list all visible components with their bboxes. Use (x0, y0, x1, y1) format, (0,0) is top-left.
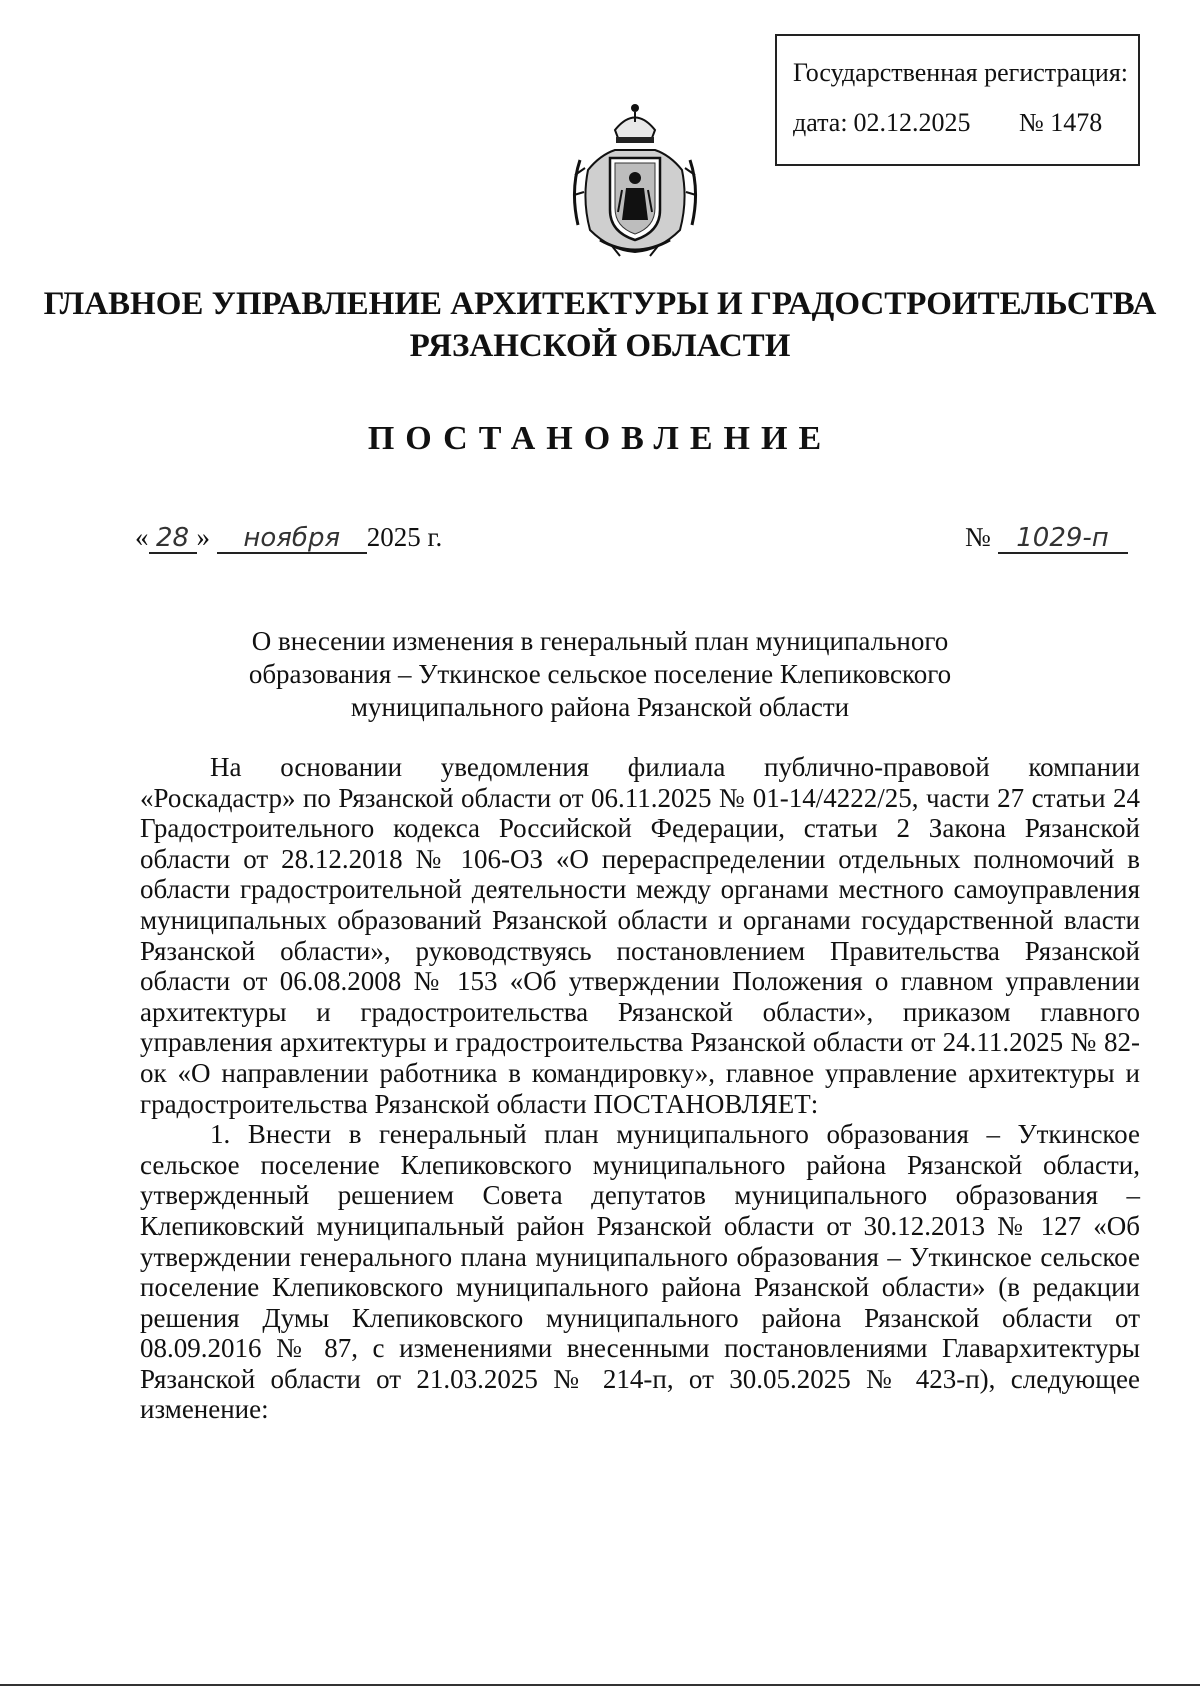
document-date (135, 522, 442, 554)
organization-name-line1: ГЛАВНОЕ УПРАВЛЕНИЕ АРХИТЕКТУРЫ И ГРАДОСТРОИТЕЛЬСТВА (43, 286, 1157, 322)
title-line1: О внесении изменения в генеральный план муниципального (251, 626, 949, 656)
document-number (965, 522, 1128, 554)
date-day: 28 (149, 524, 197, 554)
number-value: 1029-п (998, 524, 1128, 554)
title-line3: муниципального района Рязанской области (350, 692, 850, 722)
date-year: 2025 г. (366, 522, 443, 552)
number-prefix: № (965, 522, 991, 552)
coat-of-arms-icon (560, 100, 710, 260)
registration-title: Государственная регистрация: (793, 58, 1129, 87)
document-title (0, 625, 1200, 724)
page-bottom-border (0, 1684, 1200, 1686)
document-body (140, 752, 1140, 1425)
title-line2: образования – Уткинское сельское поселение Клепиковского (248, 659, 952, 689)
preamble-paragraph: На основании уведомления филиала публично-правовой компании «Роскадастр» по Рязанской области от 06.11.2025 № 01-14/4222/25, части 27 статьи 24 Градостроительного кодекса Российской Федерации, статьи 2 Закона Рязанской области от 28.12.2018 № 106-ОЗ «О перераспределении отдельных полномочий в области градостроительной деятельности между органами местного самоуправления муниципальных образований Рязанской области и органами государственной власти Рязанской области», руководствуясь постановлением Правительства Рязанской области от 06.08.2008 № 153 «Об утверждении Положения о главном управлении архитектуры и градостроительства Рязанской области», приказом главного управления архитектуры и градостроительства Рязанской области от 24.11.2025 № 82-ок «О направлении работника в командировку», главное управление архитектуры и градостроительства Рязанской области ПОСТАНОВЛЯЕТ: (140, 752, 1140, 1119)
date-month: ноября (217, 524, 367, 554)
registration-date-row (793, 108, 971, 138)
registration-stamp (775, 34, 1140, 166)
document-type: ПОСТАНОВЛЕНИЕ (367, 420, 833, 457)
registration-number: № 1478 (1019, 108, 1103, 137)
date-open-quote: « (135, 522, 149, 552)
organization-name-line2: РЯЗАНСКОЙ ОБЛАСТИ (409, 328, 791, 364)
organization-name (0, 283, 1200, 367)
registration-date: 02.12.2025 (853, 108, 971, 137)
item-1-paragraph: 1. Внести в генеральный план муниципального образования – Уткинское сельское поселение Клепиковского муниципального района Рязанской области, утвержденный решением Совета депутатов муниципального образования – Клепиковский муниципальный район Рязанской области от 30.12.2013 № 127 «Об утверждении генерального плана муниципального образования – Уткинское сельское поселение Клепиковского муниципального района Рязанской области» (в редакции решения Думы Клепиковского муниципального района Рязанской области от 08.09.2016 № 87, с изменениями внесенными постановлениями Главархитектуры Рязанской области от 21.03.2025 № 214-п, от 30.05.2025 № 423-п), следующее изменение: (140, 1119, 1140, 1425)
registration-date-label: дата: (793, 108, 848, 137)
date-close-quote: » (196, 522, 210, 552)
